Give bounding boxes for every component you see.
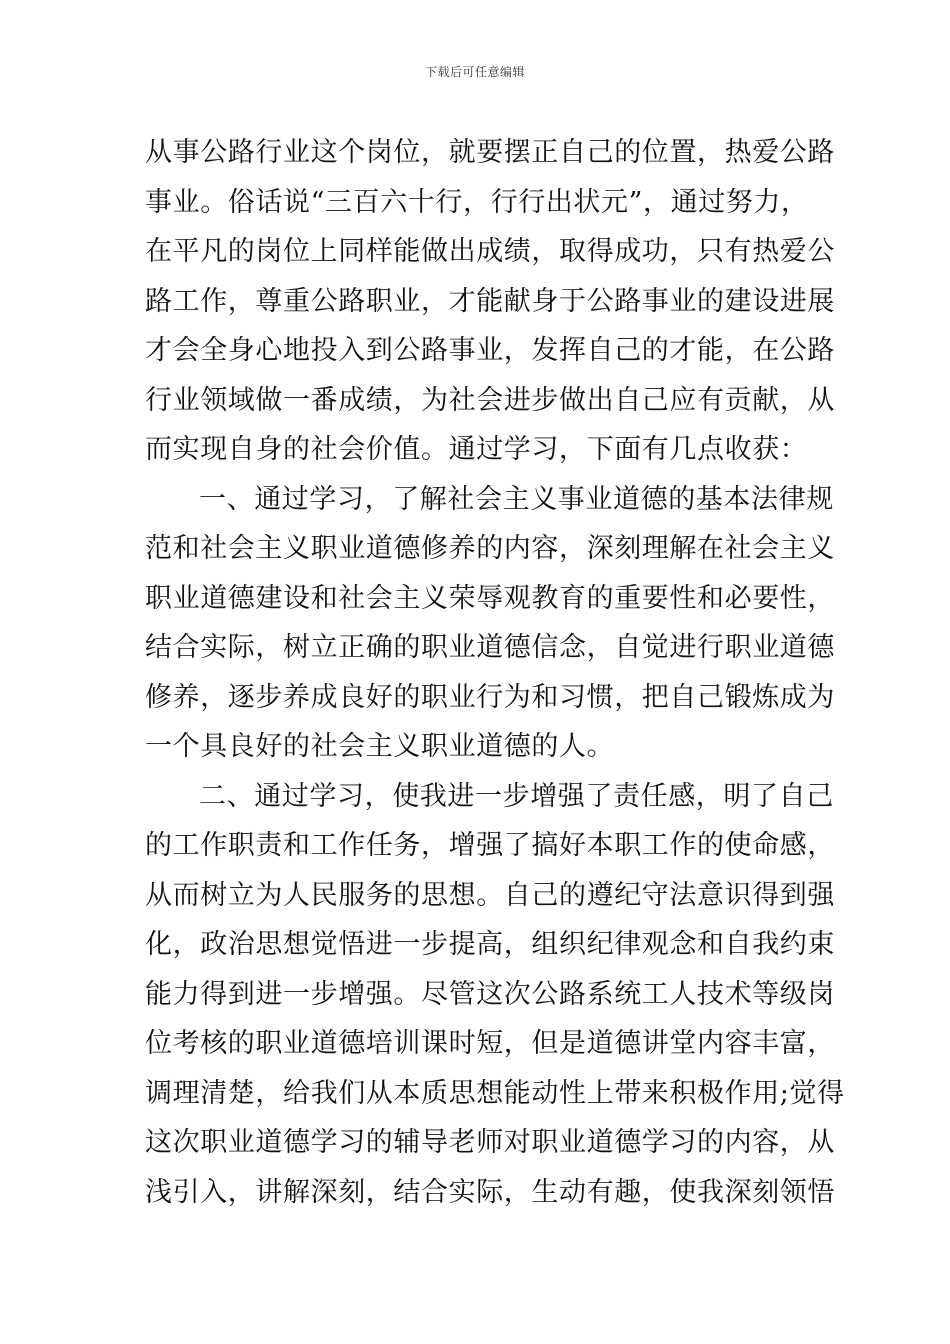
text-line: 化，政治思想觉悟进一步提高，组织纪律观念和自我约束 <box>145 929 835 960</box>
text-line: 行业领域做一番成绩，为社会进步做出自己应有贡献，从 <box>145 384 835 416</box>
text-line: 从而树立为人民服务的思想。自己的遵纪守法意识得到强 <box>145 879 835 911</box>
text-line: 能力得到进一步增强。尽管这次公路系统工人技术等级岗 <box>145 978 835 1010</box>
page-header: 下载后可任意编辑 <box>424 65 525 79</box>
text-line: 浅引入，讲解深刻，结合实际，生动有趣，使我深刻领悟 <box>145 1176 835 1208</box>
text-line: 才会全身心地投入到公路事业，发挥自己的才能，在公路 <box>145 335 835 366</box>
text-line: 调理清楚，给我们从本质思想能动性上带来积极作用;觉得 <box>145 1077 845 1109</box>
text-line: 的工作职责和工作任务，增强了搞好本职工作的使命感， <box>145 830 835 861</box>
text-line: 事业。俗话说“三百六十行，行行出状元”，通过努力， <box>145 186 809 218</box>
text-line: 这次职业道德学习的辅导老师对职业道德学习的内容，从 <box>145 1127 835 1158</box>
text-line: 在平凡的岗位上同样能做出成绩，取得成功，只有热爱公 <box>145 236 835 267</box>
text-line: 位考核的职业道德培训课时短，但是道德讲堂内容丰富， <box>145 1028 835 1059</box>
text-line: 修养，逐步养成良好的职业行为和习惯，把自己锻炼成为 <box>145 681 835 713</box>
paragraph-two-first-line: 二、通过学习，使我进一步增强了责任感，明了自己 <box>199 780 834 812</box>
text-line: 路工作，尊重公路职业，才能献身于公路事业的建设进展 <box>145 285 835 317</box>
paragraph-one-first-line: 一、通过学习，了解社会主义事业道德的基本法律规 <box>199 483 834 515</box>
text-line: 结合实际，树立正确的职业道德信念，自觉进行职业道德 <box>145 632 835 663</box>
text-line: 范和社会主义职业道德修养的内容，深刻理解在社会主义 <box>145 533 835 564</box>
text-line: 而实现自身的社会价值。通过学习，下面有几点收获： <box>145 434 808 465</box>
text-line: 从事公路行业这个岗位，就要摆正自己的位置，热爱公路 <box>145 137 835 168</box>
document-body <box>145 128 845 1217</box>
text-line: 职业道德建设和社会主义荣辱观教育的重要性和必要性， <box>145 582 835 614</box>
text-line: 一个具良好的社会主义职业道德的人。 <box>145 731 615 762</box>
